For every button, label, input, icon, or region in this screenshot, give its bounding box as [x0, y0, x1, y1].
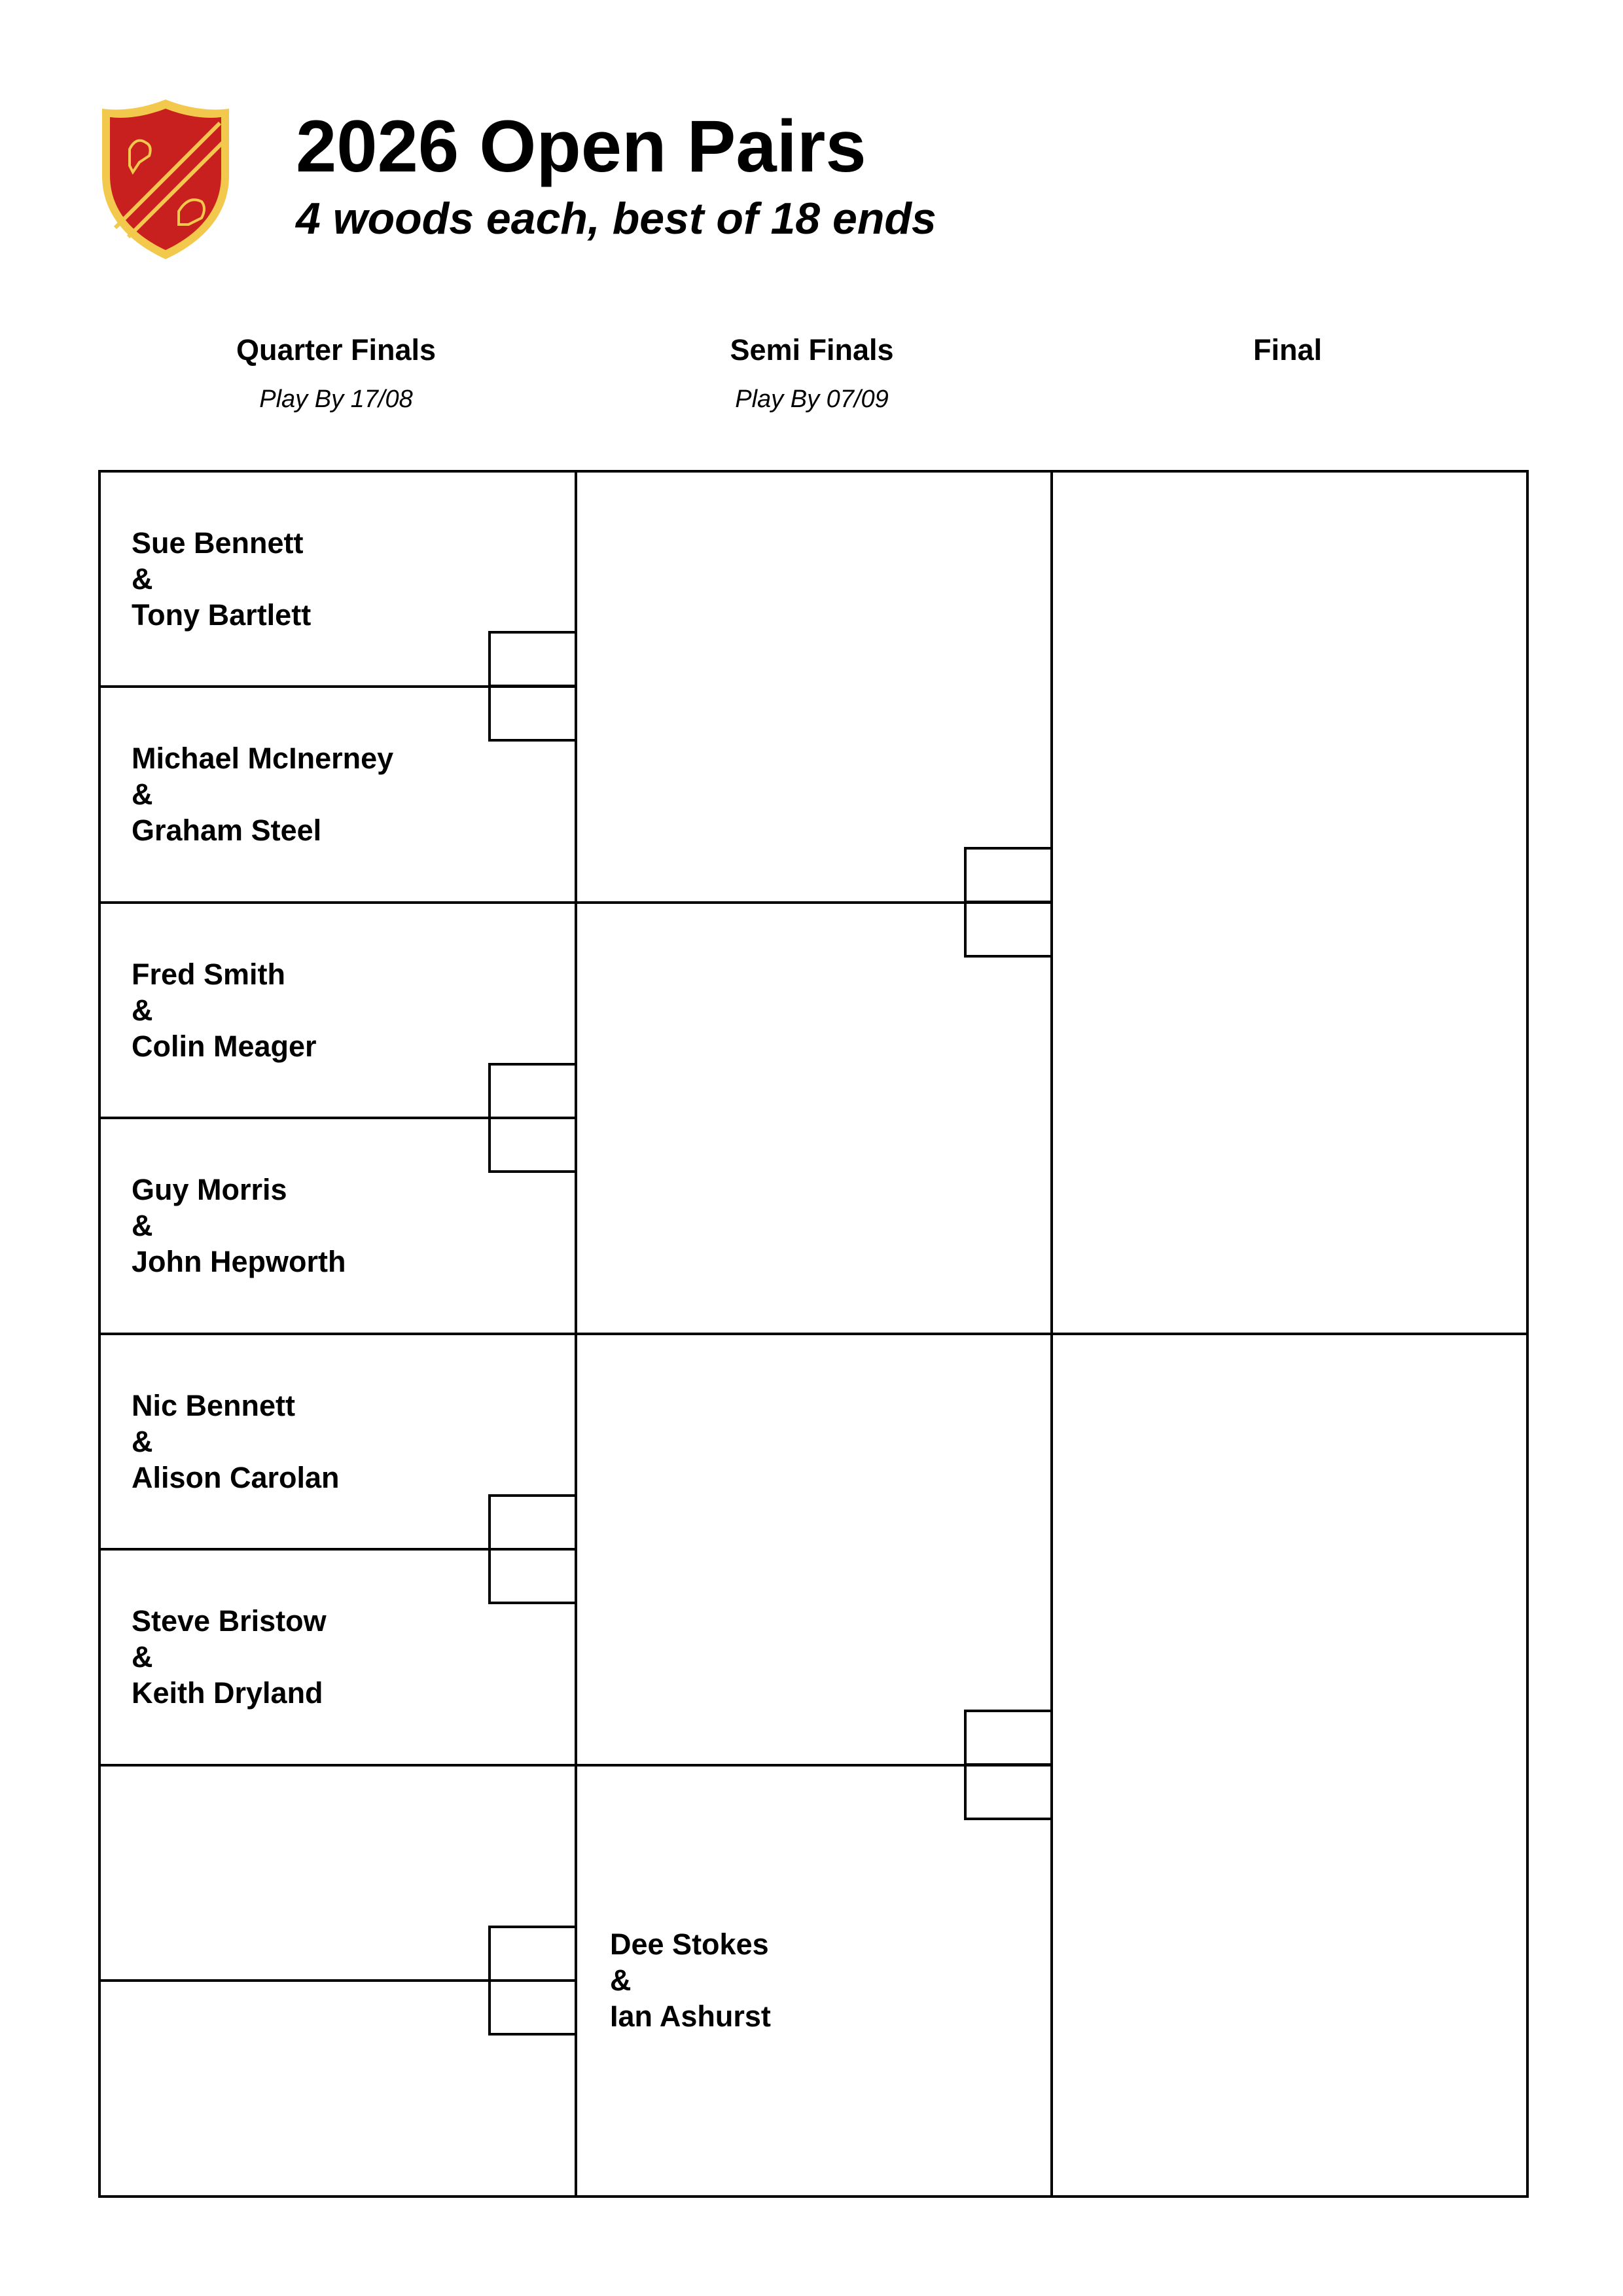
qf-team-3	[132, 956, 317, 1064]
team-player: Fred Smith	[132, 958, 286, 991]
sf-bye-team	[610, 1926, 771, 2034]
team-player: Sue Bennett	[132, 526, 304, 560]
qf-team-1	[132, 525, 311, 633]
team-joiner: &	[610, 1964, 632, 1997]
team-player: Graham Steel	[132, 814, 322, 847]
round-header-semi-finals: Semi Finals	[730, 333, 894, 367]
score-box[interactable]	[490, 687, 576, 740]
qf-team-5	[132, 1388, 340, 1496]
score-box[interactable]	[490, 1496, 576, 1549]
score-box[interactable]	[965, 848, 1052, 902]
team-player: John Hepworth	[132, 1245, 346, 1278]
team-joiner: &	[132, 778, 153, 811]
round-deadline-semi-finals: Play By 07/09	[735, 386, 889, 413]
round-deadline-quarter-finals: Play By 17/08	[259, 386, 413, 413]
team-joiner: &	[132, 562, 153, 596]
qf-team-4	[132, 1172, 346, 1280]
page-subtitle: 4 woods each, best of 18 ends	[296, 194, 936, 243]
score-box[interactable]	[490, 1118, 576, 1172]
qf-team-6	[132, 1603, 327, 1711]
team-player: Nic Bennett	[132, 1389, 296, 1422]
team-player: Steve Bristow	[132, 1604, 327, 1638]
score-box[interactable]	[490, 1064, 576, 1118]
score-box[interactable]	[490, 1927, 576, 1981]
round-header-quarter-finals: Quarter Finals	[236, 333, 437, 367]
team-player: Keith Dryland	[132, 1676, 323, 1710]
score-box[interactable]	[490, 1981, 576, 2034]
score-box[interactable]	[965, 1711, 1052, 1765]
qf-team-2	[132, 740, 393, 848]
team-player: Michael McInerney	[132, 742, 394, 775]
team-joiner: &	[132, 1425, 153, 1458]
team-player: Ian Ashurst	[610, 2000, 771, 2033]
score-box[interactable]	[490, 1549, 576, 1603]
score-box[interactable]	[965, 1765, 1052, 1819]
page-title: 2026 Open Pairs	[296, 105, 866, 187]
score-box[interactable]	[490, 632, 576, 686]
team-player: Colin Meager	[132, 1030, 317, 1063]
team-joiner: &	[132, 994, 153, 1027]
team-joiner: &	[132, 1640, 153, 1674]
score-box[interactable]	[965, 903, 1052, 956]
round-header-final: Final	[1253, 333, 1322, 367]
team-player: Guy Morris	[132, 1173, 287, 1206]
team-player: Tony Bartlett	[132, 598, 312, 632]
team-joiner: &	[132, 1209, 153, 1242]
team-player: Alison Carolan	[132, 1461, 340, 1494]
team-player: Dee Stokes	[610, 1928, 769, 1961]
